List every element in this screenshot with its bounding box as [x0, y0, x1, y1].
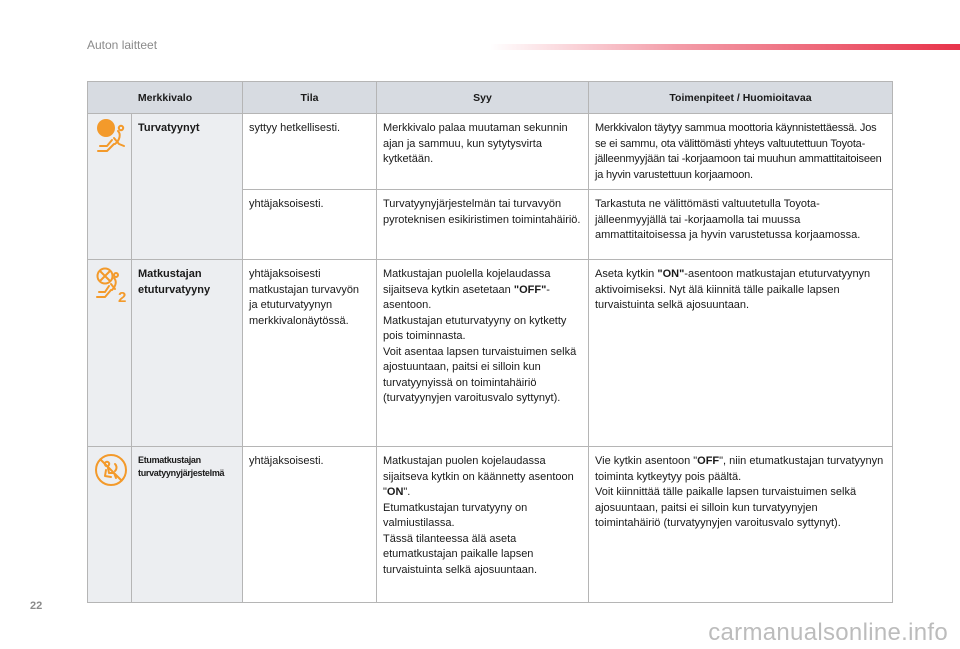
light-label: Etumatkustajan turvatyynyjärjestelmä	[132, 447, 243, 603]
light-label: Turvatyynyt	[132, 114, 243, 260]
cause-text: Etumatkustajan turvatyyny on valmiustilassa.	[383, 501, 528, 529]
cause-text: Matkustajan puolella kojelaudassa sijaitseva kytkin asetetaan	[383, 268, 551, 296]
column-header-syy: Syy	[377, 82, 589, 114]
cause-text: Matkustajan puolen kojelaudassa sijaitseva kytkin on käännetty asentoon "	[383, 455, 574, 498]
cause-cell: Turvatyynyjärjestelmän tai turvavyön pyroteknisen esikiristimen toimintahäiriö.	[377, 190, 589, 260]
svg-text:2: 2	[118, 289, 127, 304]
action-text: Voit kiinnittää tälle paikalle lapsen turvaistuimen selkä ajosuuntaan, paitsi ei silloin kun turvatyynyjen toimintahäiriö (turvatyynyjen varoitusvalo syttynyt).	[595, 486, 857, 529]
cause-text: -asentoon.	[383, 283, 550, 311]
cause-text: Tässä tilanteessa älä aseta etumatkustajan paikalle lapsen turvaistuinta selkä ajosuuntaan.	[383, 532, 538, 576]
action-cell: Tarkastuta ne välittömästi valtuutetulla Toyota-jälleenmyyjällä tai -korjaamolla tai muussa ammattitaitoisessa ja hyvin varustetussa korjaamossa.	[589, 190, 893, 260]
light-label: Matkustajan etuturvatyyny	[132, 260, 243, 447]
action-text: Vie kytkin asentoon "	[595, 455, 698, 467]
column-header-merkkivalo: Merkkivalo	[88, 82, 243, 114]
cause-text: ".	[403, 486, 411, 498]
state-cell: yhtäjaksoisesti matkustajan turvavyön ja etuturvatyynyn merkkivalonäytössä.	[243, 260, 377, 447]
cause-cell: Merkkivalo palaa muutaman sekunnin ajan ja sammuu, kun sytytysvirta kytketään.	[377, 114, 589, 190]
airbag-warning-icon	[94, 118, 128, 156]
watermark: carmanualsonline.info	[708, 619, 948, 646]
section-title: Auton laitteet	[87, 38, 158, 52]
action-cell	[589, 447, 893, 603]
cause-cell	[377, 260, 589, 447]
action-text: ", niin etumatkustajan turvatyynyn toiminta kytkeytyy pois päältä.	[595, 455, 884, 483]
table-row	[88, 114, 893, 190]
action-text: Aseta kytkin	[595, 268, 658, 280]
cause-switch-off: "OFF"	[513, 283, 547, 296]
action-text: -asentoon matkustajan etuturvatyynyn aktivoimiseksi. Nyt älä kiinnitä tälle paikalle lapsen turvaistuinta selkä ajosuuntaan.	[595, 268, 871, 311]
icon-cell	[88, 114, 132, 260]
page-number: 22	[30, 600, 43, 612]
state-cell: yhtäjaksoisesti.	[243, 190, 377, 260]
table-row	[88, 447, 893, 603]
action-switch-off: OFF	[697, 455, 720, 467]
warning-lights-table	[87, 81, 893, 603]
column-header-tila: Tila	[243, 82, 377, 114]
cause-switch-on: ON	[386, 486, 404, 498]
state-cell: yhtäjaksoisesti.	[243, 447, 377, 603]
cause-text: Matkustajan etuturvatyyny on kytketty pois toiminnasta.	[383, 314, 567, 342]
action-switch-on: "ON"	[657, 268, 685, 280]
column-header-toimenpiteet: Toimenpiteet / Huomioitavaa	[589, 82, 893, 114]
cause-text: Voit asentaa lapsen turvaistuimen selkä ajostuuntaan, paitsi ei silloin kun turvatyynyissä on toimintahäiriö (turvatyynyjen varoitusvalo syttynyt).	[383, 345, 577, 404]
header-accent-bar	[490, 44, 960, 50]
passenger-airbag-off-icon	[94, 266, 130, 304]
icon-cell	[88, 260, 132, 447]
table-header-row	[88, 82, 893, 114]
table-row	[88, 260, 893, 447]
front-airbag-system-off-icon	[94, 453, 128, 487]
icon-cell	[88, 447, 132, 603]
cause-cell	[377, 447, 589, 603]
action-cell	[589, 260, 893, 447]
state-cell: syttyy hetkellisesti.	[243, 114, 377, 190]
action-cell: Merkkivalon täytyy sammua moottoria käynnistettäessä. Jos se ei sammu, ota välittömästi yhteys valtuutettuun Toyota-jälleenmyyjään tai -korjaamoon tai muuhun ammattitaitoiseen ja hyvin varustettuun korjaamoon.	[589, 114, 893, 190]
